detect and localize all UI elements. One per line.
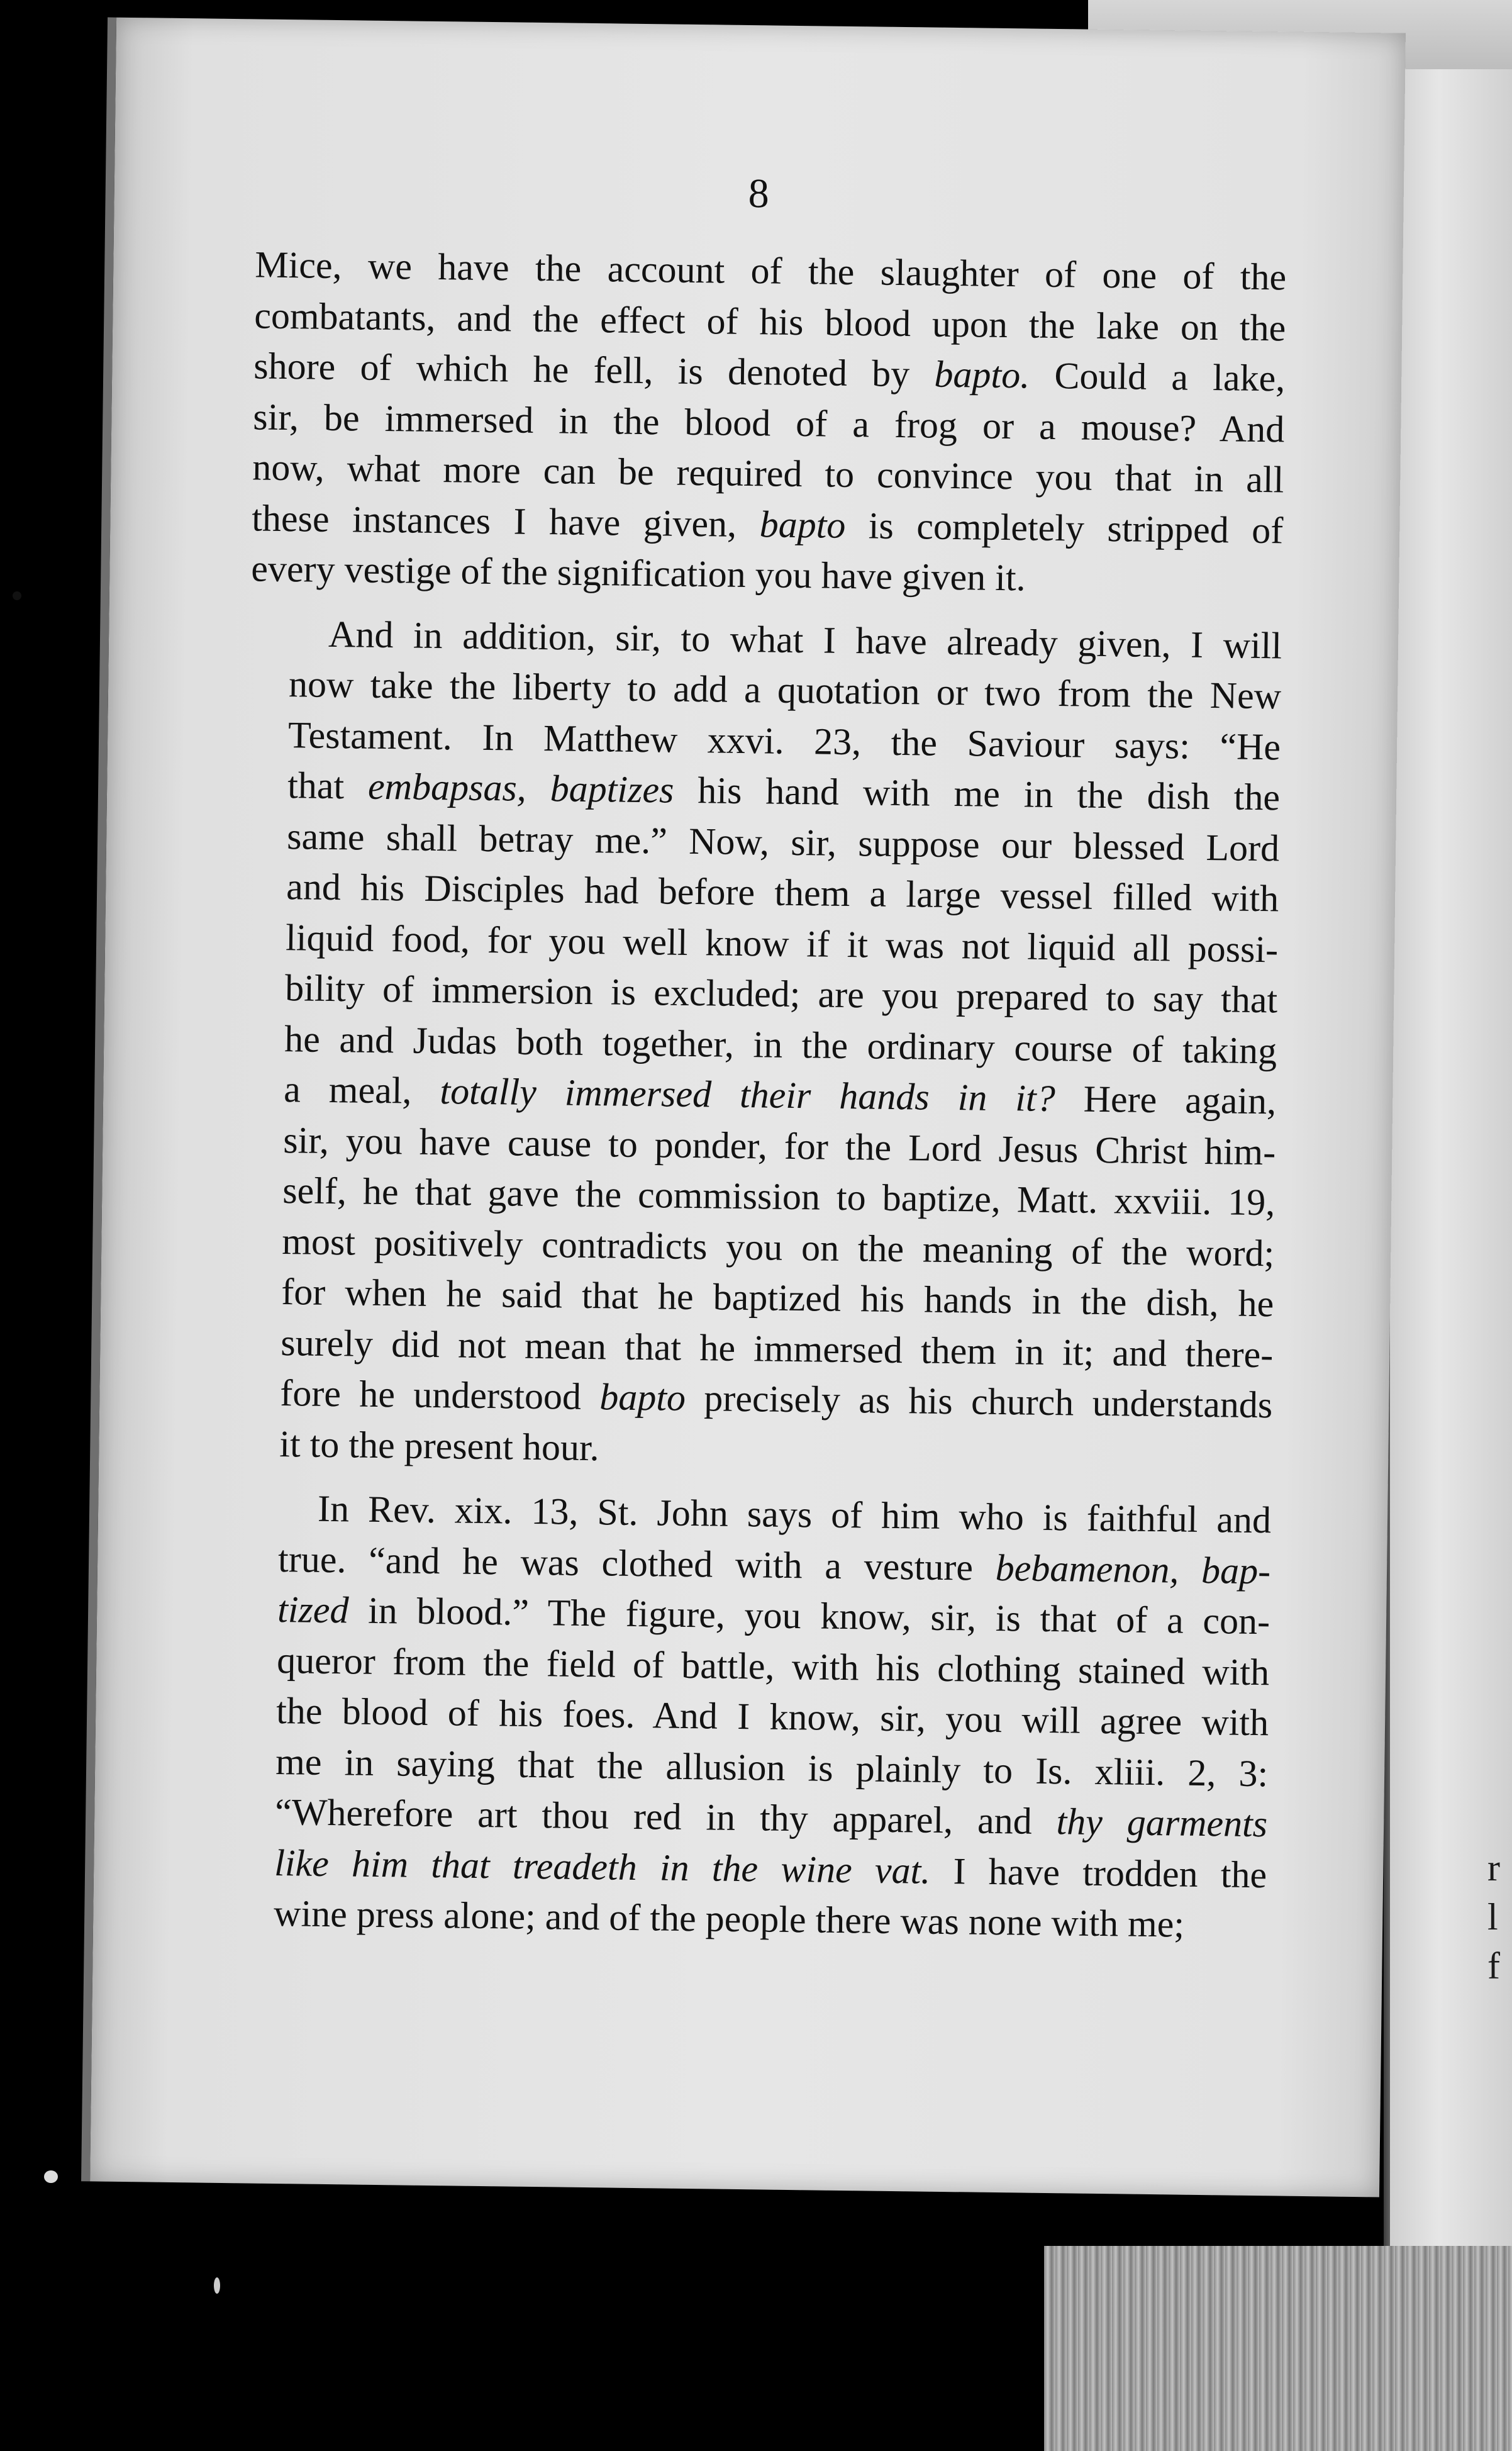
text-run: same shall betray me.” Now, sir, suppose our blessed Lord [286,815,1280,869]
italic-text: bebamenon, bap- [995,1546,1271,1592]
text-run: most positively contradicts you on the meaning of the word; [281,1220,1275,1274]
text-run: that [287,764,369,807]
text-run: self, he that gave the commission to baptize, Matt. xxviii. 19, [282,1170,1276,1224]
text-run: Here again, [1055,1078,1277,1122]
text-run: sir, be immersed in the blood of a frog or a mouse? And [252,395,1285,450]
adjacent-fragment: f [1487,1945,1500,1987]
text-run: in blood.” The figure, you know, sir, is that of a con- [348,1589,1270,1643]
text-run: Testament. In Matthew xxvi. 23, the Saviour says: “He [287,713,1281,768]
text-run: every vestige of the signification you have given it. [251,547,1026,599]
text-run: sir, you have cause to ponder, for the Lord Jesus Christ him- [282,1119,1276,1173]
text-run: combatants, and the effect of his blood upon the lake on the [253,294,1286,349]
text-run: he and Judas both together, in the ordinary course of taking [284,1017,1277,1071]
fabric-scrap-bottom [1044,2246,1512,2451]
page-number: 8 [748,170,770,217]
italic-text: tized [277,1588,349,1631]
text-run: surely did not mean that he immersed them in it; and there- [280,1321,1274,1375]
page-body-text [235,239,1287,1964]
text-run: his hand with me in the dish the [674,769,1281,818]
text-run: bility of immersion is excluded; are you prepared to say that [284,967,1278,1021]
paragraph [240,608,1282,1481]
text-run: Mice, we have the account of the slaughter of one of the [254,243,1287,298]
text-run: queror from the field of battle, with his clothing stained with [276,1639,1270,1693]
italic-text: bapto [759,503,846,546]
text-run: the blood of his foes. And I know, sir, you will agree with [275,1689,1269,1744]
text-run: “Wherefore art thou red in thy apparel, and [274,1790,1057,1843]
italic-text: totally immersed their hands in it? [440,1070,1056,1120]
text-run: these instances I have given, [251,496,760,545]
text-run: me in saying that the allusion is plainly to Is. xliii. 2, 3: [275,1740,1269,1794]
text-run: shore of which he fell, is denoted by [253,345,935,395]
text-run: true. “and he was clothed with a vesture [277,1538,996,1588]
paragraph [235,1482,1272,1950]
dust-speck [44,2170,58,2183]
book-page [81,18,1406,2197]
text-run: is completely stripped of [845,504,1284,551]
text-run: it to the present hour. [279,1422,600,1468]
text-run: Could a lake, [1029,354,1286,399]
text-run: In Rev. xix. 13, St. John says of him who is faithful and [317,1487,1272,1541]
dust-speck [214,2277,220,2294]
text-run: a meal, [283,1068,440,1112]
text-run: now take the liberty to add a quotation or two from the New [288,663,1282,717]
text-run: wine press alone; and of the people there was none with me; [273,1892,1185,1945]
adjacent-fragment: r [1487,1847,1500,1889]
text-run: And in addition, sir, to what I have already given, I will [328,613,1282,666]
text-run: and his Disciples had before them a large vessel filled with [286,866,1279,920]
text-run: I have trodden the [930,1850,1267,1895]
text-run: precisely as his church understands [685,1376,1273,1426]
adjacent-fragment: l [1487,1896,1498,1938]
paragraph [251,239,1287,606]
italic-text: like him that treadeth in the wine vat. [274,1841,931,1892]
text-run: for when he said that he baptized his hands in the dish, he [281,1271,1274,1325]
text-run: liquid food, for you well know if it was not liquid all possi- [285,916,1279,970]
italic-text: bapto. [934,353,1030,396]
text-run: now, what more can be required to convince you that in all [252,446,1284,501]
italic-text: bapto [599,1376,686,1419]
dust-speck [13,591,21,600]
adjacent-page-text [1487,1843,1512,1990]
text-run: fore he understood [279,1372,600,1418]
italic-text: thy garments [1056,1801,1268,1845]
italic-text: embapsas, baptizes [367,765,674,811]
